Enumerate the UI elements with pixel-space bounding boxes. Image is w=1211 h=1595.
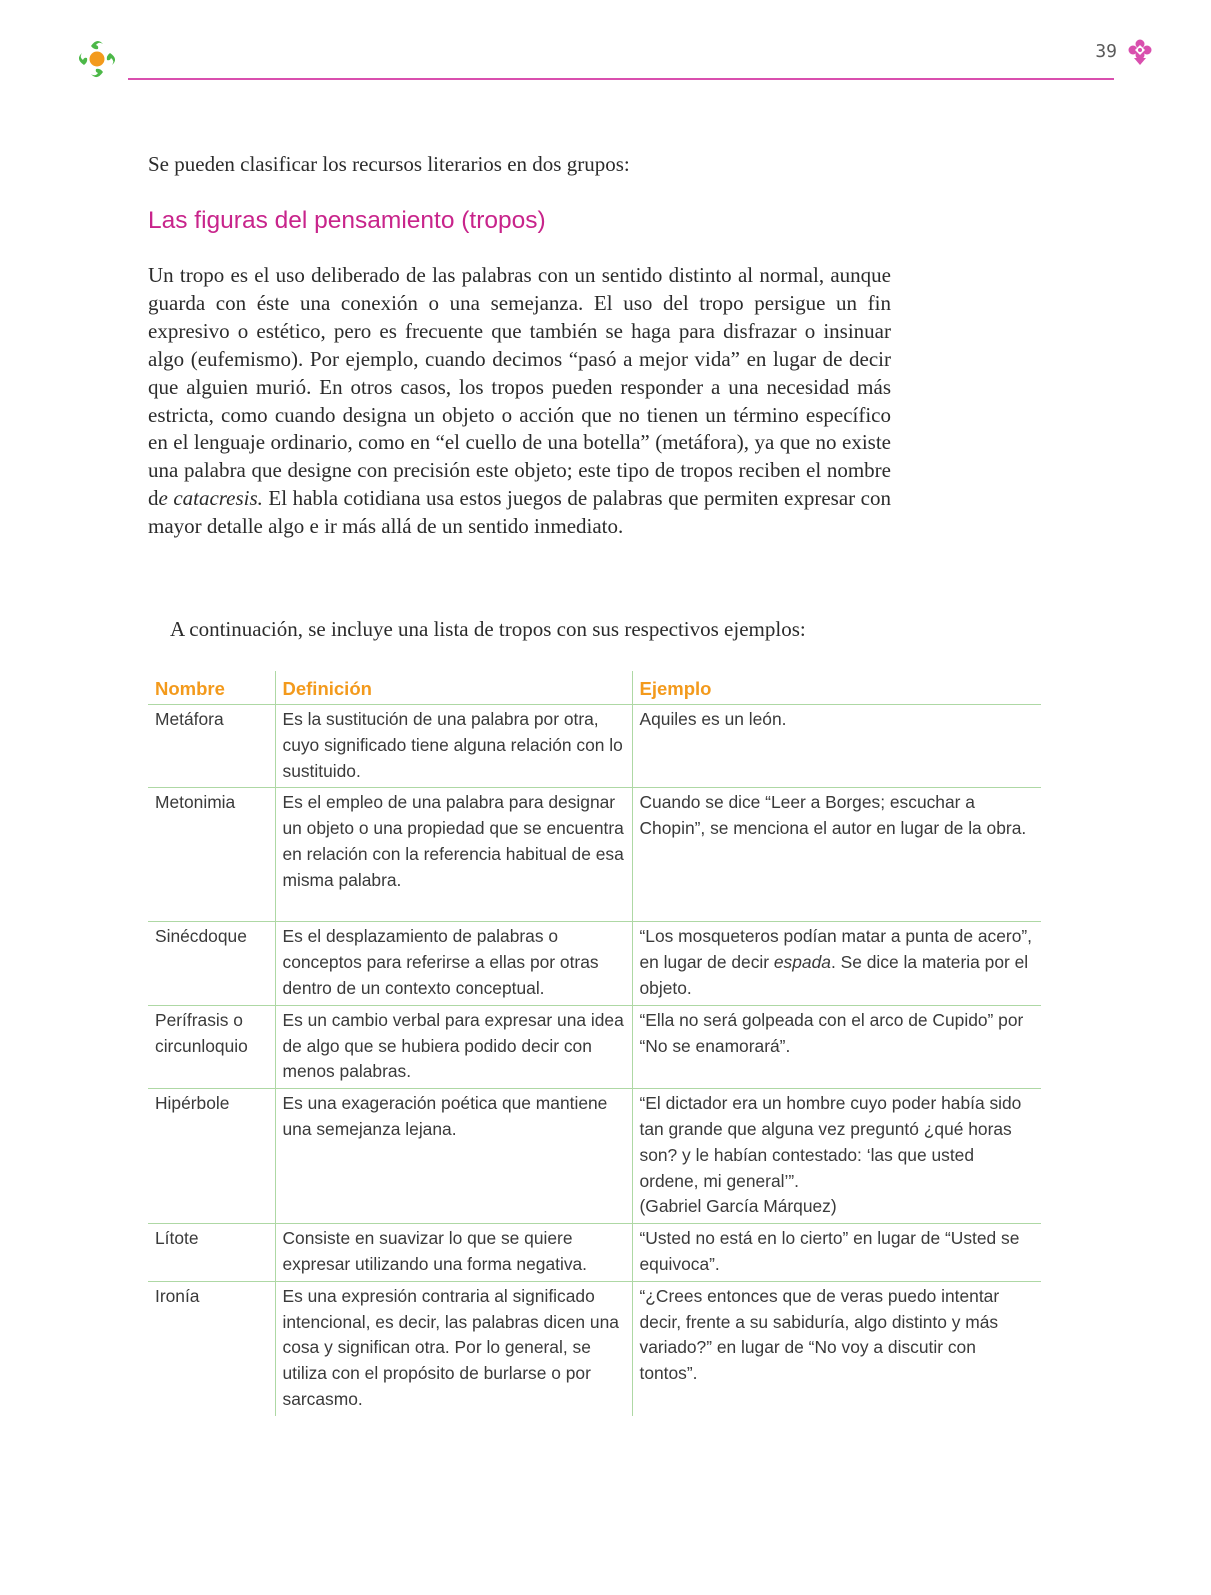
example-text-end: . Se dice la materia por el objeto. (639, 952, 1029, 998)
header-nombre: Nombre (148, 671, 275, 705)
tropes-table (148, 671, 1041, 1416)
table-row (148, 705, 1041, 788)
header-rule (128, 78, 1114, 80)
list-intro: A continuación, se incluye una lista de tropos con sus respectivos ejemplos: (170, 617, 806, 641)
flower-logo-icon (72, 34, 122, 84)
trope-definition: Es un cambio verbal para expresar una idea de algo que se hubiera podido decir con menos palabras. (275, 1005, 632, 1088)
table-row (148, 922, 1041, 1005)
example-italic-word: espada (773, 952, 831, 973)
trope-definition: Es el desplazamiento de palabras o conceptos para referirse a ellas por otras dentro de un contexto conceptual. (275, 922, 632, 1005)
trope-name: Perífrasis o circunloquio (148, 1005, 275, 1088)
table-row (148, 788, 1041, 922)
body-text: Un tropo es el uso deliberado de las palabras con un sentido distinto al normal, aunque guarda con éste una conexión o una semejanza. El uso del tropo persigue un fin expresivo o estético, pero es frecuente que también se haga para disfrazar o insinuar algo (eufemismo). Por ejemplo, cuando decimos “pasó a mejor vida” en lugar de decir que alguien murió. En otros casos, los tropos pueden responder a una necesidad más estricta, como cuando designa un objeto o acción que no tienen un término específico en el lenguaje ordinario, como en “el cuello de una botella” (metáfora), ya que no existe una palabra que designe con precisión este objeto; este tipo de tropos reciben el nombre d (148, 263, 891, 511)
trope-definition: Es una exageración poética que mantiene una semejanza lejana. (275, 1089, 632, 1224)
header-definicion: Definición (275, 671, 632, 705)
trope-name: Hipérbole (148, 1089, 275, 1224)
trope-name: Metonimia (148, 788, 275, 922)
section-heading: Las figuras del pensamiento (tropos) (148, 207, 546, 234)
trope-example: “¿Crees entonces que de veras puedo intentar decir, frente a su sabiduría, algo distinto y más variado?” en lugar de “No voy a discutir con tontos”. (632, 1281, 1041, 1415)
trope-name: Ironía (155, 1285, 200, 1306)
trope-example: “Ella no será golpeada con el arco de Cupido” por “No se enamorará”. (632, 1005, 1041, 1088)
example-attribution: (Gabriel García Márquez) (639, 1196, 837, 1217)
intro-text: Se pueden clasificar los recursos literarios en dos grupos: (148, 152, 630, 176)
trope-definition: Es el empleo de una palabra para designar un objeto o una propiedad que se encuentra en relación con la referencia habitual de esa misma palabra. (275, 788, 632, 922)
trope-example: Aquiles es un león. (632, 705, 1041, 788)
catacresis-term: e catacresis. (158, 486, 263, 511)
page-number: 39 (1095, 41, 1117, 62)
trope-example (632, 922, 1041, 1005)
table-row (148, 1281, 1041, 1415)
ornament-icon (1126, 38, 1154, 66)
table-header-row (148, 671, 1041, 705)
example-quote: “El dictador era un hombre cuyo poder había sido tan grande que alguna vez preguntó ¿qué horas son? y le habían contestado: ‘las que usted ordene, mi general’”. (639, 1093, 1022, 1191)
header-ejemplo: Ejemplo (632, 671, 1041, 705)
table-row (148, 1089, 1041, 1224)
body-paragraph (148, 262, 891, 541)
trope-name: Sinécdoque (148, 922, 275, 1005)
trope-example (632, 1089, 1041, 1224)
example-text: “Los mosqueteros podían matar a punta de acero”, en lugar de decir (639, 926, 1032, 973)
trope-definition: Consiste en suavizar lo que se quiere expresar utilizando una forma negativa. (275, 1224, 632, 1282)
trope-definition: Es una expresión contraria al significado intencional, es decir, las palabras dicen una cosa y significan otra. Por lo general, se utiliza con el propósito de burlarse o por sarcasmo. (275, 1281, 632, 1415)
table-row (148, 1005, 1041, 1088)
table-row (148, 1224, 1041, 1282)
trope-name: Lítote (148, 1224, 275, 1282)
trope-name: Metáfora (148, 705, 275, 788)
trope-example: “Usted no está en lo cierto” en lugar de “Usted se equivoca”. (632, 1224, 1041, 1282)
body-text-end: El habla cotidiana usa estos juegos de palabras que permiten expresar con mayor detalle algo e ir más allá de un sentido inmediato. (148, 486, 891, 539)
trope-definition: Es la sustitución de una palabra por otra, cuyo significado tiene alguna relación con lo sustituido. (275, 705, 632, 788)
trope-example: Cuando se dice “Leer a Borges; escuchar a Chopin”, se menciona el autor en lugar de la obra. (632, 788, 1041, 922)
